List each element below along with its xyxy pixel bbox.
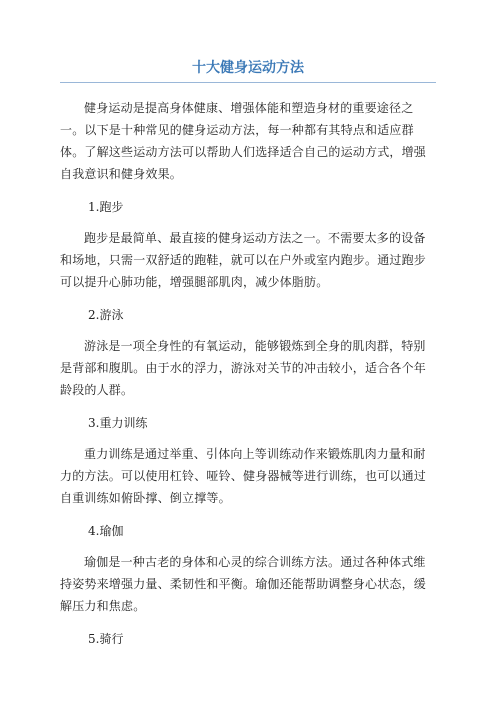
section-body-swimming: 游泳是一项全身性的有氧运动，能够锻炼到全身的肌肉群，特别是背部和腹肌。由于水的浮力，游泳对关节的冲击较小，适合各个年龄段的人群。 <box>60 339 427 397</box>
section-heading-running: 1.跑步 <box>88 200 124 214</box>
section-body-yoga: 瑜伽是一种古老的身体和心灵的综合训练方法。通过各种体式维持姿势来增强力量、柔韧性和平衡。瑜伽还能帮助调整身心状态，缓解压力和焦虑。 <box>60 555 427 613</box>
section-heading-cycling: 5.骑行 <box>88 632 124 646</box>
section-body-strength-training: 重力训练是通过举重、引体向上等训练动作来锻炼肌肉力量和耐力的方法。可以使用杠铃、哑铃、健身器械等进行训练，也可以通过自重训练如俯卧撑、倒立撑等。 <box>60 447 427 505</box>
section-heading-yoga: 4.瑜伽 <box>88 524 124 538</box>
document-title: 十大健身运动方法 <box>192 60 304 76</box>
section-body-running: 跑步是最简单、最直接的健身运动方法之一。不需要太多的设备和场地，只需一双舒适的跑鞋，就可以在户外或室内跑步。通过跑步可以提升心肺功能，增强腿部肌肉，减少体脂肪。 <box>60 231 427 289</box>
section-heading-swimming: 2.游泳 <box>88 308 124 322</box>
section-heading-strength-training: 3.重力训练 <box>88 416 148 430</box>
intro-paragraph: 健身运动是提高身体健康、增强体能和塑造身材的重要途径之一。以下是十种常见的健身运动方法，每一种都有其特点和适应群体。了解这些运动方法可以帮助人们选择适合自己的运动方式，增强自我意识和健身效果。 <box>60 101 427 181</box>
title-underline <box>60 82 436 83</box>
